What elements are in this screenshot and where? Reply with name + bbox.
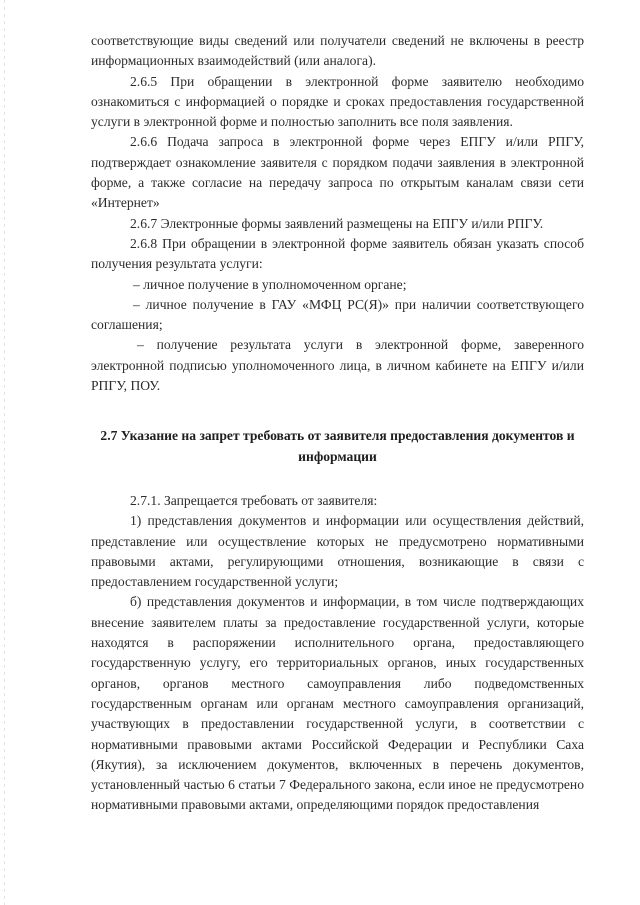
paragraph-2-6-7: 2.6.7 Электронные формы заявлений размещены на ЕПГУ и/или РПГУ. bbox=[130, 215, 544, 231]
continued-paragraph: соответствующие виды сведений или получатели сведений не включены в реестр информационных взаимодействий (или аналога). bbox=[91, 33, 584, 69]
list-item-personal-receipt: – личное получение в уполномоченном органе; bbox=[133, 276, 407, 292]
paragraph-2-6-8: 2.6.8 При обращении в электронной форме заявитель обязан указать способ получения результата услуги: bbox=[91, 235, 584, 272]
scan-edge-artifact bbox=[4, 0, 5, 905]
paragraph-item-b: б) представления документов и информации, в том числе подтверждающих внесение заявителем платы за предоставление государственной услуги, которые находятся в распоряжении исполнительного органа, предоставляющего государственную услугу, его территориальных органов, иных государственных органов, органов местного самоуправления либо подведомственных государственным органам или органам местного самоуправления организаций, участвующих в предоставлении государственной услуги, в соответствии с нормативными правовыми актами Российской Федерации и Республики Саха (Якутия), за исключением документов, включенных в перечень документов, установленный частью 6 статьи 7 Федерального закона, если иное не предусмотрено нормативными правовыми актами, определяющими порядок предоставления bbox=[91, 594, 584, 813]
list-item-electronic-receipt: – получение результата услуги в электронной форме, заверенного электронной подписью уполномоченного лица, в личном кабинете на ЕПГУ и/или РПГУ, ПОУ. bbox=[91, 337, 584, 394]
section-heading-2-7: 2.7 Указание на запрет требовать от заявителя предоставления документов и информации bbox=[100, 428, 575, 464]
paragraph-item-1: 1) представления документов и информации или осуществления действий, представление или осуществление которых не предусмотрено нормативными правовыми актами, регулирующими отношения, возникающие в связи с предоставлением государственной услуги; bbox=[91, 513, 584, 590]
document-body bbox=[91, 31, 584, 816]
paragraph-2-7-1: 2.7.1. Запрещается требовать от заявителя: bbox=[130, 492, 378, 508]
list-item-mfc-receipt: – личное получение в ГАУ «МФЦ РС(Я)» при наличии соответствующего соглашения; bbox=[91, 296, 584, 333]
paragraph-2-6-5: 2.6.5 При обращении в электронной форме заявителю необходимо ознакомиться с информацией о порядке и сроках предоставления государственной услуги в электронной форме и полностью заполнить все поля заявления. bbox=[91, 73, 584, 130]
paragraph-2-6-6: 2.6.6 Подача запроса в электронной форме через ЕПГУ и/или РПГУ, подтверждает ознакомление заявителя с порядком подачи заявления в электронной форме, а также согласие на передачу запроса по открытым каналам связи сети «Интернет» bbox=[91, 134, 584, 211]
